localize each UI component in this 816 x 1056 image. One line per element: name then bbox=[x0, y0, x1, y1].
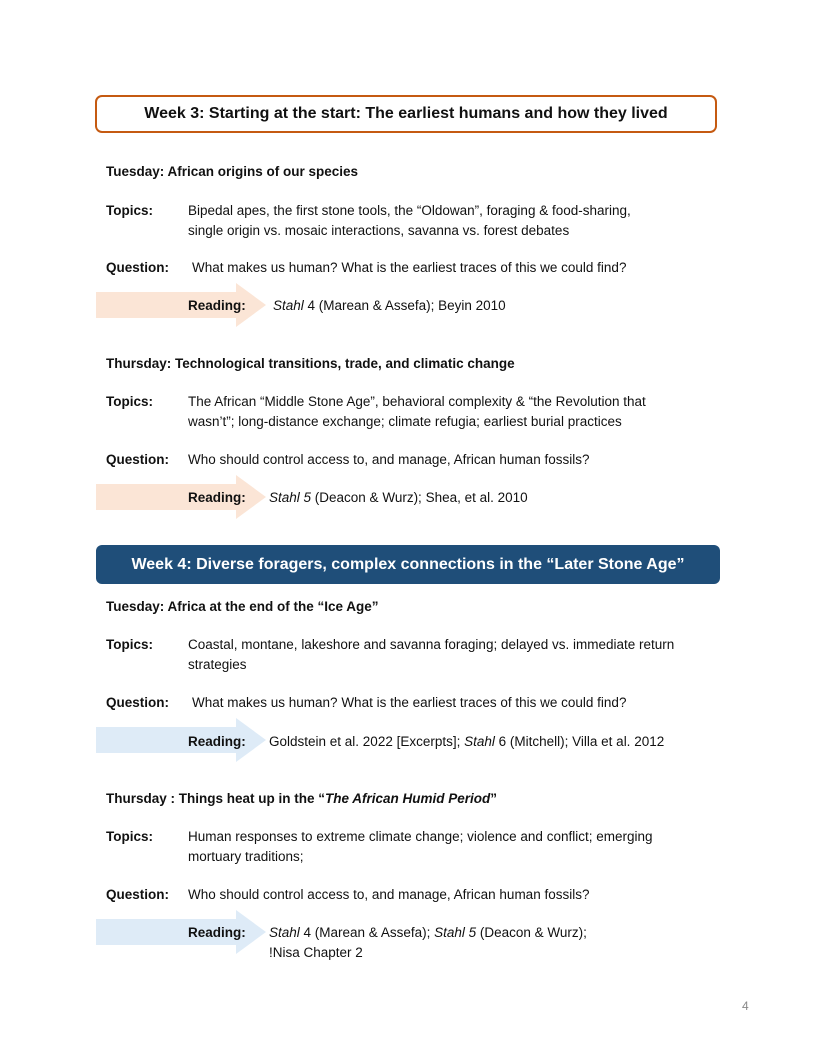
heading-text: ” bbox=[490, 791, 498, 806]
week4-thursday-topics bbox=[188, 827, 653, 867]
week4-title-box bbox=[96, 545, 720, 584]
week3-thursday-topics bbox=[188, 392, 646, 432]
week4-thursday-reading bbox=[269, 923, 587, 963]
week3-tuesday-topics-label: Topics: bbox=[106, 203, 153, 218]
week3-thursday-topics-line2: wasn’t”; long-distance exchange; climate refugia; earliest burial practices bbox=[188, 414, 622, 429]
reading-text: Goldstein et al. 2022 [Excerpts]; bbox=[269, 734, 465, 749]
reading-text: 4 (Marean & Assefa); bbox=[299, 925, 435, 940]
heading-text: Thursday : Things heat up in the “ bbox=[106, 791, 326, 806]
week4-thursday-topics-label: Topics: bbox=[106, 829, 153, 844]
reading-text: (Deacon & Wurz); Shea, et al. 2010 bbox=[311, 490, 528, 505]
reading-italic: Stahl 5 bbox=[269, 490, 312, 505]
week3-thursday-reading-label: Reading: bbox=[188, 490, 246, 505]
page-number: 4 bbox=[742, 999, 749, 1013]
week4-thursday-question: Who should control access to, and manage, African human fossils? bbox=[188, 887, 590, 902]
week3-thursday-question: Who should control access to, and manage, African human fossils? bbox=[188, 452, 590, 467]
week4-title: Week 4: Diverse foragers, complex connections in the “Later Stone Age” bbox=[131, 555, 685, 573]
week3-thursday-heading: Thursday: Technological transitions, trade, and climatic change bbox=[106, 356, 515, 371]
reading-italic: Stahl 5 bbox=[434, 925, 477, 940]
week4-tuesday-topics bbox=[188, 635, 674, 675]
week3-thursday-topics-label: Topics: bbox=[106, 394, 153, 409]
week4-tuesday-question: What makes us human? What is the earliest traces of this we could find? bbox=[192, 695, 627, 710]
week3-thursday-reading bbox=[269, 488, 528, 508]
week3-tuesday-heading: Tuesday: African origins of our species bbox=[106, 164, 359, 179]
week4-thursday-reading-label: Reading: bbox=[188, 925, 246, 940]
week4-tuesday-reading bbox=[269, 732, 664, 752]
reading-italic: Stahl bbox=[269, 925, 300, 940]
week3-title-box bbox=[95, 95, 717, 133]
week3-tuesday-question-label: Question: bbox=[106, 260, 169, 275]
week3-tuesday-question: What makes us human? What is the earliest traces of this we could find? bbox=[192, 260, 627, 275]
week3-title: Week 3: Starting at the start: The earliest humans and how they lived bbox=[144, 105, 668, 122]
week4-tuesday-topics-label: Topics: bbox=[106, 637, 153, 652]
week3-thursday-question-label: Question: bbox=[106, 452, 169, 467]
reading-text: 6 (Mitchell); Villa et al. 2012 bbox=[494, 734, 665, 749]
week3-tuesday-topics-line1: Bipedal apes, the first stone tools, the “Oldowan”, foraging & food-sharing, bbox=[188, 203, 631, 218]
week4-thursday-question-label: Question: bbox=[106, 887, 169, 902]
heading-italic: The African Humid Period bbox=[325, 791, 491, 806]
week4-tuesday-heading: Tuesday: Africa at the end of the “Ice Age” bbox=[106, 599, 379, 614]
week4-tuesday-topics-line1: Coastal, montane, lakeshore and savanna foraging; delayed vs. immediate return bbox=[188, 637, 675, 652]
week4-thursday-heading bbox=[106, 791, 497, 806]
week4-thursday-topics-line1: Human responses to extreme climate change; violence and conflict; emerging bbox=[188, 829, 653, 844]
week4-tuesday-reading-label: Reading: bbox=[188, 734, 246, 749]
week4-tuesday-topics-line2: strategies bbox=[188, 657, 247, 672]
week4-thursday-topics-line2: mortuary traditions; bbox=[188, 849, 304, 864]
reading-text: 4 (Marean & Assefa); Beyin 2010 bbox=[303, 298, 506, 313]
week3-tuesday-reading bbox=[273, 296, 506, 316]
week4-thursday-reading-line2: !Nisa Chapter 2 bbox=[269, 945, 363, 960]
reading-italic: Stahl bbox=[464, 734, 495, 749]
week3-tuesday-topics bbox=[188, 201, 631, 241]
reading-italic: Stahl bbox=[273, 298, 304, 313]
week4-tuesday-question-label: Question: bbox=[106, 695, 169, 710]
week4-thursday-reading-line1 bbox=[269, 923, 587, 943]
week3-thursday-topics-line1: The African “Middle Stone Age”, behavioral complexity & “the Revolution that bbox=[188, 394, 646, 409]
week3-tuesday-reading-label: Reading: bbox=[188, 298, 246, 313]
week3-tuesday-topics-line2: single origin vs. mosaic interactions, savanna vs. forest debates bbox=[188, 223, 570, 238]
reading-text: (Deacon & Wurz); bbox=[476, 925, 587, 940]
